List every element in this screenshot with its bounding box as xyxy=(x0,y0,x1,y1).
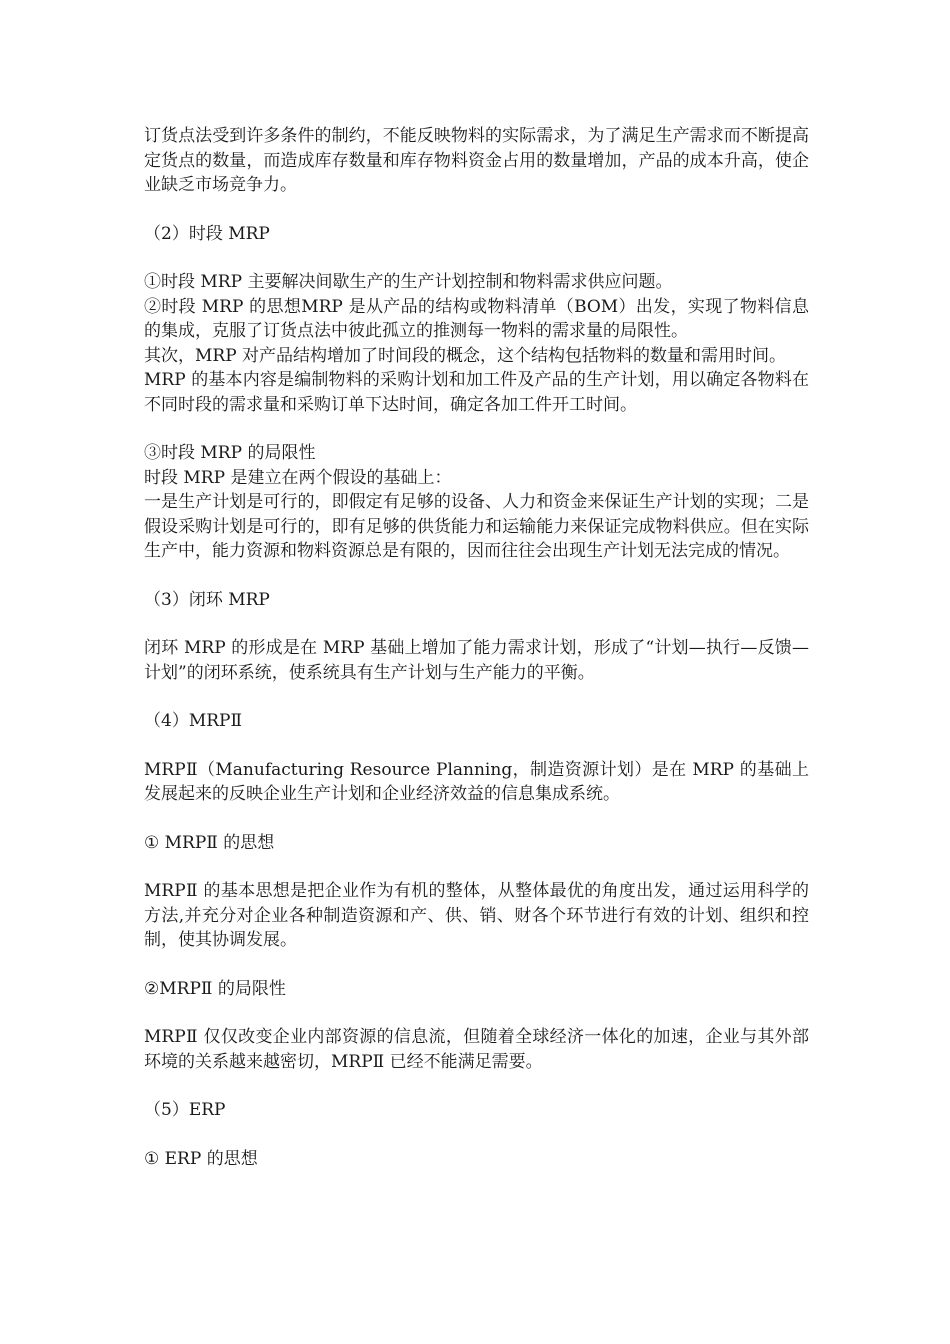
section-heading-erp: （5）ERP xyxy=(144,1100,226,1120)
paragraph-mrp2-idea: MRPⅡ 的基本思想是把企业作为有机的整体，从整体最优的角度出发，通过运用科学的方法,并充分对企业各种制造资源和产、供、销、财各个环节进行有效的计划、组织和控制，使其协调发展。 xyxy=(144,881,809,950)
section-heading-time-phased-mrp: （2）时段 MRP xyxy=(144,223,270,244)
paragraph-mrp-assumptions-detail: 一是生产计划是可行的，即假定有足够的设备、人力和资金来保证生产计划的实现；二是假设采购计划是可行的，即有足够的供货能力和运输能力来保证完成物料供应。但在实际生产中，能力资源和物料资源总是有限的，因而往往会出现生产计划无法完成的情况。 xyxy=(144,492,809,561)
paragraph-mrp2-definition: MRPⅡ（Manufacturing Resource Planning，制造资源计划）是在 MRP 的基础上发展起来的反映企业生产计划和企业经济效益的信息集成系统。 xyxy=(144,759,809,804)
paragraph-mrp2-limitations: MRPⅡ 仅仅改变企业内部资源的信息流，但随着全球经济一体化的加速，企业与其外部环境的关系越来越密切，MRPⅡ 已经不能满足需要。 xyxy=(144,1027,809,1072)
subheading-mrp2-idea: ① MRPⅡ 的思想 xyxy=(144,832,275,853)
subheading-mrp-limitations: ③时段 MRP 的局限性 xyxy=(144,443,316,463)
paragraph-mrp-time-concept: 其次，MRP 对产品结构增加了时间段的概念，这个结构包括物料的数量和需用时间。 xyxy=(144,345,787,366)
section-heading-mrp2: （4）MRPⅡ xyxy=(144,711,243,731)
paragraph-mrp-point-2: ②时段 MRP 的思想MRP 是从产品的结构或物料清单（BOM）出发，实现了物料信息的集成，克服了订货点法中彼此孤立的推测每一物料的需求量的局限性。 xyxy=(144,296,809,341)
subheading-erp-idea: ① ERP 的思想 xyxy=(144,1148,258,1169)
paragraph-reorder-point-limitations: 订货点法受到许多条件的制约，不能反映物料的实际需求，为了满足生产需求而不断提高定货点的数量，而造成库存数量和库存物料资金占用的数量增加，产品的成本升高，使企业缺乏市场竞争力。 xyxy=(144,126,809,195)
section-heading-closed-loop-mrp: （3）闭环 MRP xyxy=(144,589,270,610)
paragraph-mrp-point-1: ①时段 MRP 主要解决间歇生产的生产计划控制和物料需求供应问题。 xyxy=(144,272,673,292)
document-body xyxy=(144,124,809,1171)
paragraph-closed-loop-mrp: 闭环 MRP 的形成是在 MRP 基础上增加了能力需求计划，形成了“计划—执行—反馈—计划”的闭环系统，使系统具有生产计划与生产能力的平衡。 xyxy=(144,638,809,683)
subheading-mrp2-limitations: ②MRPⅡ 的局限性 xyxy=(144,978,286,999)
paragraph-mrp-assumptions: 时段 MRP 是建立在两个假设的基础上： xyxy=(144,467,452,488)
paragraph-mrp-basic-content: MRP 的基本内容是编制物料的采购计划和加工件及产品的生产计划，用以确定各物料在不同时段的需求量和采购订单下达时间，确定各加工件开工时间。 xyxy=(144,370,809,415)
